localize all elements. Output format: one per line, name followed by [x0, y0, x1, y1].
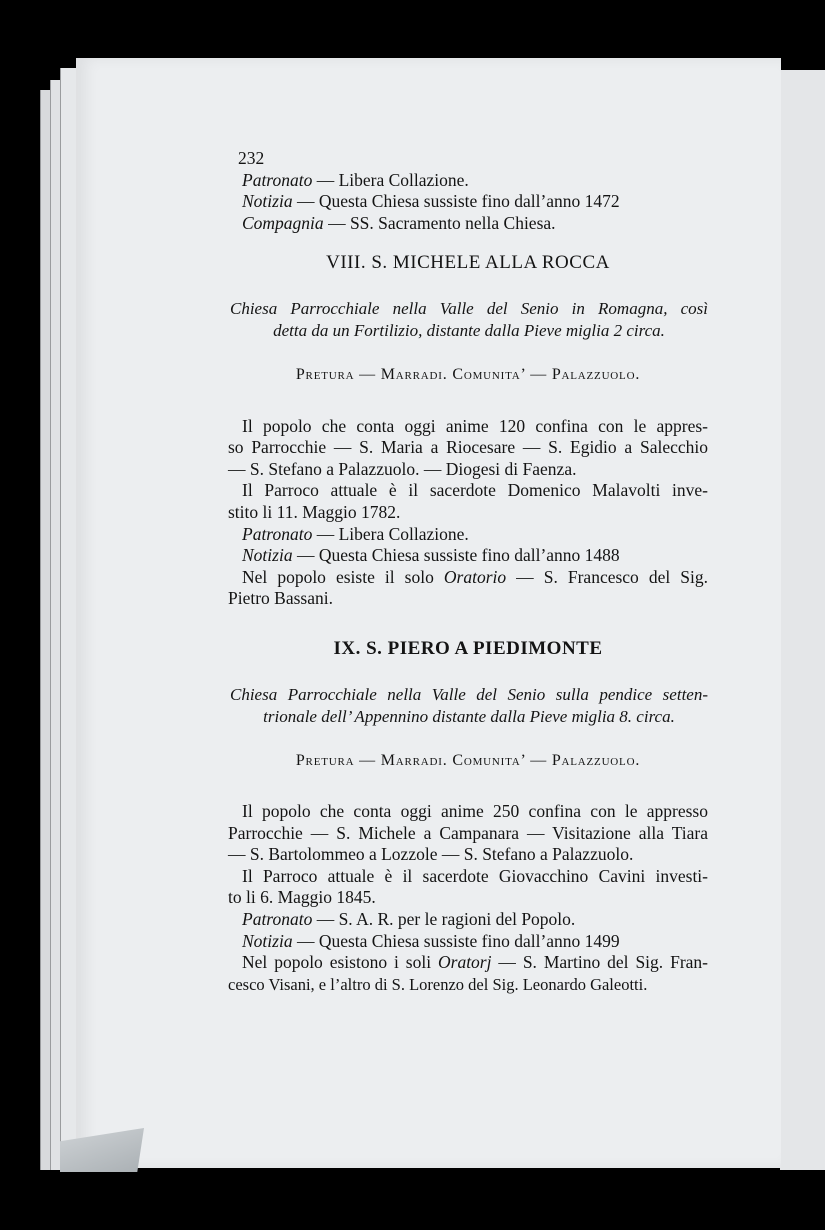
notizia-text: — Questa Chiesa sussiste fino dall’anno 1472: [296, 191, 620, 212]
compagnia-label: Compagnia: [242, 212, 324, 233]
notizia-line: [228, 545, 708, 567]
page-number: 232: [238, 148, 265, 168]
subtitle-line: detta da un Fortilizio, distante dalla Pieve miglia 2 circa.: [273, 320, 665, 340]
body-line: Il popolo che conta oggi anime 120 confina con le appres-: [242, 415, 708, 436]
patronato-label: Patronato: [242, 169, 313, 190]
body-line: — S. Bartolommeo a Lozzole — S. Stefano a Palazzuolo.: [228, 844, 634, 865]
oratorj-post: — S. Martino del Sig. Fran-: [498, 952, 709, 973]
notizia-line: [228, 191, 708, 213]
oratorio-pre: Nel popolo esiste il solo: [242, 566, 434, 587]
patronato-line: [228, 909, 708, 931]
notizia-line: [228, 931, 708, 953]
oratorio-label: Oratorio: [443, 566, 507, 587]
patronato-label: Patronato: [242, 523, 313, 544]
section-heading-ix: IX. S. PIERO A PIEDIMONTE: [333, 637, 603, 659]
pretura-line: Pretura — Marradi. Comunita’ — Palazzuolo.: [295, 751, 641, 769]
subtitle-line: trionale dell’ Appennino distante dalla Pieve miglia 8. circa.: [263, 706, 675, 726]
patronato-text: — S. A. R. per le ragioni del Popolo.: [316, 909, 576, 930]
compagnia-text: — SS. Sacramento nella Chiesa.: [328, 212, 556, 233]
section-body: [228, 416, 708, 610]
patronato-line: [228, 524, 708, 546]
body-line: Il Parroco attuale è il sacerdote Giovacchino Cavini investi-: [242, 865, 708, 886]
body-line: stito li 11. Maggio 1782.: [228, 501, 401, 522]
body-line: — S. Stefano a Palazzuolo. — Diogesi di Faenza.: [228, 458, 577, 479]
oratorio-post: — S. Francesco del Sig.: [516, 566, 708, 587]
page-text: [228, 148, 708, 995]
oratorj-pre: Nel popolo esistono i soli: [242, 952, 432, 973]
oratorj-label: Oratorj: [438, 952, 492, 973]
notizia-label: Notizia: [242, 930, 293, 951]
body-line: Parrocchie — S. Michele a Campanara — Visitazione alla Tiara: [228, 822, 708, 843]
body-line: Il popolo che conta oggi anime 250 confina con le appresso: [242, 801, 708, 822]
section-body: [228, 801, 708, 995]
oratorj-line: [228, 952, 708, 974]
patronato-label: Patronato: [242, 909, 313, 930]
section-heading-viii: VIII. S. MICHELE ALLA ROCCA: [326, 252, 610, 274]
notizia-text: — Questa Chiesa sussiste fino dall’anno 1488: [296, 545, 620, 566]
body-line: Pietro Bassani.: [228, 588, 333, 609]
body-line: Il Parroco attuale è il sacerdote Domenico Malavolti inve-: [242, 480, 708, 501]
notizia-text: — Questa Chiesa sussiste fino dall’anno 1499: [296, 930, 620, 951]
pretura-line: Pretura — Marradi. Comunita’ — Palazzuolo.: [295, 365, 641, 383]
patronato-line: [228, 170, 708, 192]
section-subtitle: [228, 298, 708, 342]
section-subtitle: [228, 684, 708, 728]
body-line: cesco Visani, e l’altro di S. Lorenzo del Sig. Leonardo Galeotti.: [228, 974, 648, 994]
notizia-label: Notizia: [242, 191, 293, 212]
compagnia-line: [228, 213, 708, 235]
subtitle-line: Chiesa Parrocchiale nella Valle del Senio in Romagna, così: [230, 298, 708, 318]
subtitle-line: Chiesa Parrocchiale nella Valle del Senio sulla pendice setten-: [230, 684, 708, 704]
patronato-text: — Libera Collazione.: [316, 523, 469, 544]
body-line: to li 6. Maggio 1845.: [228, 887, 376, 908]
oratorio-line: [228, 567, 708, 589]
adjacent-page: [780, 70, 825, 1170]
patronato-text: — Libera Collazione.: [316, 169, 469, 190]
notizia-label: Notizia: [242, 545, 293, 566]
body-line: so Parrocchie — S. Maria a Riocesare — S. Egidio a Salecchio: [228, 437, 708, 458]
